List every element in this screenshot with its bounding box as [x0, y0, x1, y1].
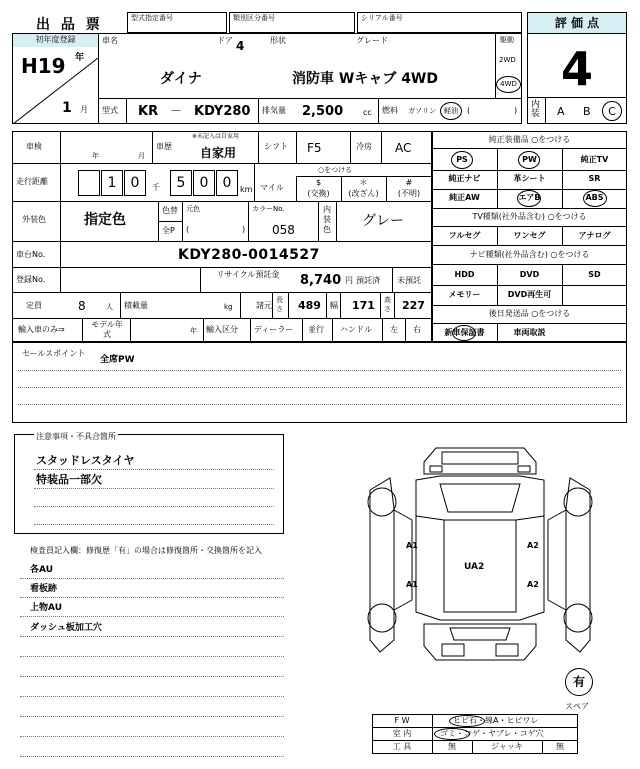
model-label: 型式	[102, 106, 118, 115]
inspector-line-3: 上物AU	[30, 603, 62, 613]
capacity-unit: 人	[106, 303, 113, 311]
import-class-label: 輸入区分	[206, 325, 238, 334]
all-p-label: 全P	[162, 226, 175, 235]
load-label: 積載量	[124, 301, 148, 310]
later-title: 後日発送品 ○をつける	[488, 309, 571, 318]
color-paren-close: )	[242, 225, 246, 234]
navi-dvd: DVD	[519, 270, 540, 279]
mileage-value-5: 0	[199, 175, 209, 191]
length-value: 489	[298, 299, 321, 312]
sales-point-label: セールスポイント	[22, 349, 86, 358]
chassis-value: KDY280-0014527	[178, 247, 320, 263]
color-paren-open: (	[186, 225, 190, 234]
dims-label: 諸元	[256, 301, 272, 310]
equip-abs: ABS	[585, 193, 604, 202]
dealer-label: ディーラー	[254, 325, 294, 334]
damage-mark-3: UA2	[464, 562, 485, 572]
drive-label: 駆動	[500, 36, 514, 44]
tv-fullseg: フルセグ	[448, 231, 481, 240]
spare-value: 有	[572, 675, 585, 689]
navi-sd: SD	[588, 270, 601, 279]
interior-label: 内装	[531, 100, 541, 119]
equip-pw: PW	[522, 155, 537, 164]
width-label: 幅	[330, 301, 338, 310]
width-value: 171	[352, 299, 375, 312]
load-unit: kg	[224, 303, 233, 311]
model-code: KDY280	[194, 104, 251, 119]
model-designation-label: 型式指定番号	[131, 14, 173, 22]
damage-mark-5: A2	[527, 580, 539, 589]
car-grade: 消防車 Wキャブ 4WD	[292, 71, 438, 87]
color-no-value: 058	[272, 223, 295, 237]
displacement-label: 排気量	[262, 106, 286, 115]
left-handle: 左	[390, 325, 398, 334]
chassis-label: 車台No.	[16, 250, 46, 259]
fuel-diesel: 軽油	[444, 107, 458, 115]
car-diagram	[360, 440, 600, 680]
mileage-label: 走行距離	[16, 177, 48, 186]
history-label: 車歴	[156, 142, 172, 151]
ac-label: 冷房	[356, 142, 372, 151]
shape-label: 形状	[270, 36, 286, 45]
length-label: 長さ	[276, 296, 283, 313]
mileage-value-4: 5	[176, 175, 186, 191]
notes-line-2: 特装品一部欠	[36, 473, 102, 486]
interior-cond-label: 室 内	[392, 729, 412, 738]
fuel-gasoline: ガソリン	[408, 107, 436, 115]
history-note: ※未記入は自家用	[192, 133, 240, 140]
reg-era-year: H19	[21, 54, 66, 78]
tv-oneseg: ワンセグ	[513, 231, 546, 240]
car-name-label: 車名	[102, 36, 118, 45]
door-label: ドア	[217, 36, 233, 45]
mile-label: マイル	[260, 183, 284, 192]
interior-color-label: 内装色	[323, 205, 331, 234]
category-label: 類別区分番号	[233, 14, 275, 22]
inspector-line-1: 各AU	[30, 565, 53, 575]
reg-no-label: 登録No.	[16, 275, 46, 284]
later-manual: 車両取説	[513, 328, 546, 337]
unknown-sym: #	[405, 178, 413, 187]
interior-cond-value: ゴミ・コゲ・ヤブレ・コゲ穴	[440, 729, 544, 738]
mileage-circle-note: ○をつける	[318, 166, 353, 174]
handle-label: ハンドル	[340, 325, 372, 334]
sales-point-value: 全席PW	[100, 355, 135, 365]
unknown-label: (不明)	[397, 189, 421, 198]
equip-ps: PS	[456, 155, 468, 164]
form-title: 出 品 票	[36, 17, 103, 33]
recycle-unit: 円	[345, 276, 353, 285]
recycle-unpaid: 未預託	[397, 276, 421, 285]
spare-label: スペア	[565, 702, 589, 711]
fuel-other-close: )	[514, 106, 518, 115]
rating-label: 評 価 点	[554, 16, 600, 30]
first-reg-label: 初年度登録	[35, 35, 76, 44]
tv-title: TV種類(社外品含む) ○をつける	[472, 212, 587, 221]
inspection-month-unit: 月	[138, 152, 145, 160]
altered-label: (改ざん)	[348, 189, 379, 198]
mileage-thousand-sep: 千	[152, 183, 160, 192]
mileage-digit-1	[78, 170, 100, 196]
fw-label: F W	[394, 716, 410, 725]
serial-label: シリアル番号	[361, 14, 403, 22]
model-year-unit: 年	[190, 327, 197, 335]
damage-mark-1: A1	[406, 541, 418, 550]
car-name: ダイナ	[160, 71, 202, 87]
navi-dvd-play: DVD再生可	[507, 290, 552, 299]
model-prefix: KR	[138, 104, 159, 119]
fuel-other-open: (	[467, 106, 471, 115]
fuel-label: 燃料	[382, 106, 398, 115]
tools-label: 工 具	[392, 742, 412, 751]
equip-sr: SR	[588, 174, 601, 183]
equip-leather: 革シート	[513, 174, 546, 183]
history-value: 自家用	[200, 146, 237, 160]
notes-label: 注意事項・不具合箇所	[36, 432, 116, 441]
drive-2wd: 2WD	[499, 56, 516, 64]
recycle-label: リサイクル預託金	[216, 270, 280, 279]
genuine-title: 純正装備品 ○をつける	[488, 135, 571, 144]
damage-mark-4: A1	[406, 580, 418, 589]
grade-label: グレード	[356, 36, 388, 45]
jack-value: 無	[556, 742, 564, 751]
fw-value: ヒビ石・線A・ヒビワレ	[453, 716, 539, 725]
equip-genuine-aw: 純正AW	[449, 193, 480, 202]
mileage-unit: km	[240, 185, 253, 194]
navi-title: ナビ種類(社外品含む) ○をつける	[469, 250, 590, 259]
equip-airbag: エアB	[518, 193, 541, 202]
height-label: 高さ	[384, 296, 391, 313]
exterior-value: 指定色	[84, 212, 126, 228]
inspection-label: 車検	[26, 142, 42, 151]
interior-c: C	[608, 105, 616, 118]
tv-analog: アナログ	[578, 231, 611, 240]
rating-value: 4	[560, 42, 593, 96]
model-year-label: モデル年式	[91, 320, 123, 339]
equip-genuine-tv: 純正TV	[580, 155, 609, 164]
parallel-label: 並行	[308, 325, 324, 334]
exchange-label: (交換)	[307, 189, 330, 198]
inspector-line-4: ダッシュ板加工穴	[30, 623, 102, 633]
mileage-value-3: 0	[130, 175, 140, 191]
inspector-label: 検査員記入欄：修復歴「有」の場合は修復箇所・交換箇所を記入	[30, 546, 262, 555]
damage-mark-2: A2	[527, 541, 539, 550]
reg-year-unit: 年	[75, 53, 85, 63]
color-change-label: 色替	[162, 206, 178, 215]
mileage-value-6: 0	[222, 175, 232, 191]
ac-value: AC	[395, 141, 412, 155]
displacement-unit: cc	[363, 108, 372, 117]
reg-month: 1	[62, 100, 72, 116]
inspector-line-2: 看板跡	[30, 584, 58, 594]
height-value: 227	[402, 299, 425, 312]
interior-color-value: グレー	[362, 213, 404, 229]
capacity-value: 8	[78, 299, 86, 313]
interior-a: A	[557, 105, 565, 118]
recycle-value: 8,740	[300, 273, 342, 288]
interior-b: B	[583, 105, 591, 118]
shift-value: F5	[307, 141, 322, 155]
equip-genuine-navi: 純正ナビ	[448, 174, 481, 183]
exchange-sym: $	[315, 178, 322, 187]
notes-line-1: スタッドレスタイヤ	[36, 454, 135, 467]
original-color-label: 元色	[186, 205, 200, 213]
exterior-label: 外装色	[22, 215, 46, 224]
drive-4wd: 4WD	[500, 80, 517, 88]
recycle-paid: 預託済	[356, 276, 380, 285]
color-no-label: カラーNo.	[252, 205, 285, 213]
shift-label: シフト	[264, 142, 288, 151]
jack-label: ジャッキ	[491, 742, 523, 751]
tools-value: 無	[448, 742, 456, 751]
mileage-value-2: 1	[107, 175, 117, 191]
displacement-value: 2,500	[302, 104, 344, 119]
altered-sym: ＊	[359, 178, 368, 187]
import-label: 輸入車のみ⇒	[18, 325, 65, 334]
right-handle: 右	[413, 325, 421, 334]
later-warranty: 新車保証書	[444, 328, 485, 337]
capacity-label: 定員	[26, 301, 42, 310]
inspection-year-unit: 年	[92, 152, 99, 160]
door-value: 4	[236, 39, 245, 53]
navi-hdd: HDD	[454, 270, 475, 279]
model-dash: －	[170, 104, 183, 118]
reg-month-unit: 月	[80, 105, 88, 114]
navi-memory: メモリー	[448, 290, 481, 299]
